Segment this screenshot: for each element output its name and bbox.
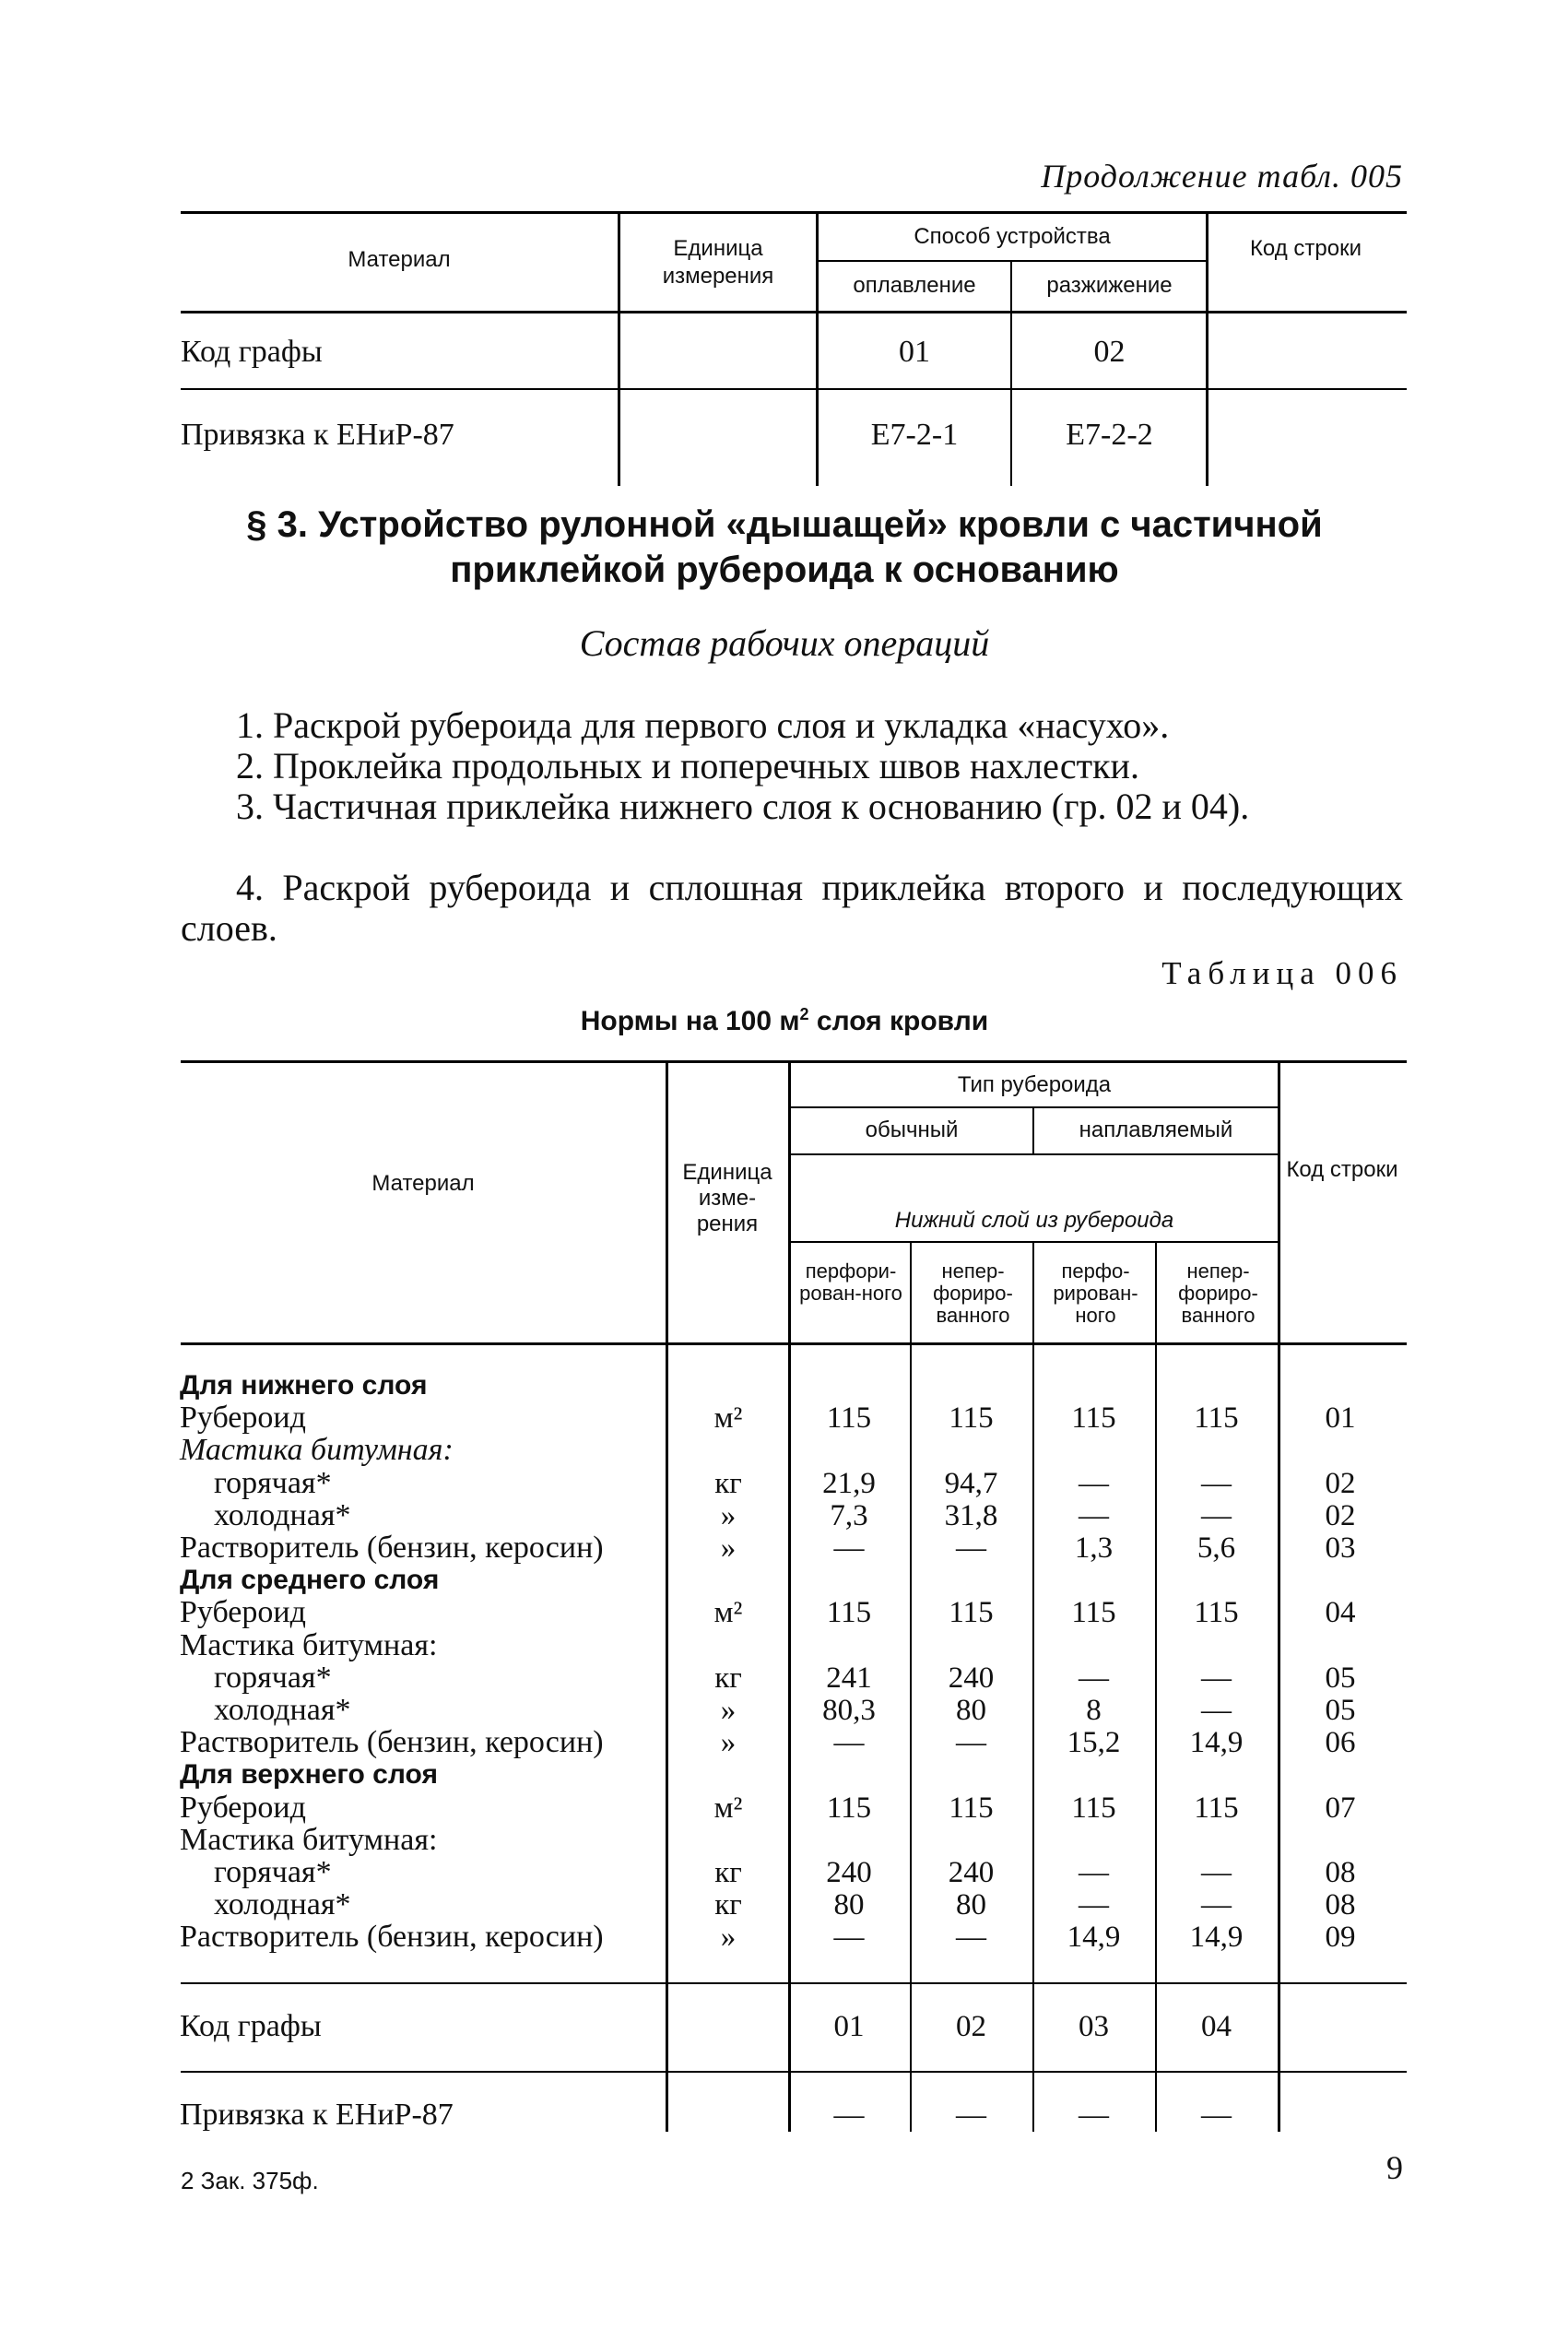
row-label: Мастика битумная: xyxy=(180,1628,438,1662)
cell: — xyxy=(1079,1499,1109,1532)
cell xyxy=(1155,1435,1278,1466)
cell: 1,3 xyxy=(1074,1531,1114,1565)
cell: 15,2 xyxy=(1067,1726,1121,1759)
cell xyxy=(1032,1630,1155,1661)
cell: 14,9 xyxy=(1189,1921,1244,1954)
cell: — xyxy=(956,2099,986,2132)
code-cell: 08 xyxy=(1325,1856,1356,1889)
row-label: Привязка к ЕНиР-87 xyxy=(180,2098,454,2132)
cell: 115 xyxy=(949,1791,994,1825)
row-label: Для нижнего слоя xyxy=(180,1370,428,1401)
cell: 240 xyxy=(826,1856,872,1889)
code-cell xyxy=(1278,1565,1403,1596)
cell: — xyxy=(1201,1499,1232,1532)
cell: — xyxy=(1201,1467,1232,1500)
cell: — xyxy=(1201,1694,1232,1727)
operations-heading: Состав рабочих операций xyxy=(579,622,990,664)
table-rule xyxy=(181,2071,1407,2073)
column-header-method: Способ устройства xyxy=(914,224,1111,249)
table-rule xyxy=(181,388,1407,390)
row-label: горячая* xyxy=(214,1661,332,1695)
list-item: 3. Частичная приклейка нижнего слоя к основанию (гр. 02 и 04). xyxy=(236,786,1250,827)
cell: — xyxy=(1079,1888,1109,1921)
cell: 01 xyxy=(833,2010,865,2043)
code-cell: 05 xyxy=(1325,1694,1356,1727)
unit-cell: м² xyxy=(713,1596,743,1629)
cell: 04 xyxy=(1201,2010,1232,2043)
cell xyxy=(910,1759,1032,1791)
row-label: Для верхнего слоя xyxy=(180,1759,438,1790)
table-rule xyxy=(181,1060,1407,1063)
row-label: Код графы xyxy=(181,335,323,369)
code-cell: 04 xyxy=(1325,1596,1356,1629)
cell xyxy=(788,1370,910,1401)
cell xyxy=(1032,1435,1155,1466)
cell: — xyxy=(833,1921,865,1954)
cell: 80 xyxy=(833,1888,865,1921)
unit-cell: кг xyxy=(714,1888,742,1921)
code-cell: 02 xyxy=(1325,1499,1356,1532)
row-label: Растворитель (бензин, керосин) xyxy=(180,1725,604,1759)
cell: 80 xyxy=(956,1888,986,1921)
unit-cell: » xyxy=(720,1694,737,1727)
cell xyxy=(1032,1759,1155,1791)
page-number: 9 xyxy=(1386,2149,1403,2186)
column-header-fused: наплавляемый xyxy=(1079,1117,1233,1142)
cell: 14,9 xyxy=(1189,1726,1244,1759)
cell: 7,3 xyxy=(830,1499,868,1532)
column-header-unit: Единица изме-рения xyxy=(682,1160,772,1236)
cell: — xyxy=(833,2099,865,2132)
code-cell: 02 xyxy=(1325,1467,1356,1500)
cell: 115 xyxy=(1071,1401,1116,1435)
cell: — xyxy=(956,1921,986,1954)
unit-cell: » xyxy=(720,1531,737,1565)
cell: 115 xyxy=(826,1596,872,1629)
table-rule xyxy=(181,1982,1407,1984)
code-cell: 07 xyxy=(1325,1791,1356,1825)
cell: — xyxy=(1201,2099,1232,2132)
cell xyxy=(788,1759,910,1791)
list-item: 4. Раскрой рубероида и сплошная приклейка второго и последующих слоев. xyxy=(181,867,1403,949)
column-header-ordinary: обычный xyxy=(865,1117,959,1142)
cell: — xyxy=(1079,1856,1109,1889)
row-label: холодная* xyxy=(214,1887,351,1921)
unit-cell xyxy=(668,1435,788,1466)
cell: 14,9 xyxy=(1067,1921,1121,1954)
cell xyxy=(1032,1370,1155,1401)
cell: 115 xyxy=(1071,1791,1116,1825)
cell xyxy=(910,1435,1032,1466)
cell: — xyxy=(833,1531,865,1565)
footer-note: 2 Зак. 375ф. xyxy=(181,2167,319,2194)
cell: — xyxy=(956,1531,986,1565)
cell xyxy=(1155,1759,1278,1791)
cell: Е7-2-2 xyxy=(1066,418,1153,452)
list-item: 2. Проклейка продольных и поперечных швов нахлестки. xyxy=(236,745,1139,786)
cell xyxy=(1155,1630,1278,1661)
cell xyxy=(788,1825,910,1856)
cell: 31,8 xyxy=(944,1499,998,1532)
unit-cell xyxy=(668,1759,788,1791)
cell: 240 xyxy=(948,1661,995,1695)
row-label: Мастика битумная: xyxy=(180,1433,454,1467)
cell: 115 xyxy=(1071,1596,1116,1629)
column-header-material: Материал xyxy=(371,1171,475,1196)
row-label: горячая* xyxy=(214,1855,332,1889)
list-item: 1. Раскрой рубероида для первого слоя и укладка «насухо». xyxy=(236,704,1170,746)
cell: — xyxy=(1079,1661,1109,1695)
unit-cell: кг xyxy=(714,1661,742,1695)
cell: — xyxy=(1201,1856,1232,1889)
table-rule xyxy=(819,260,1208,262)
cell xyxy=(910,1630,1032,1661)
cell: 240 xyxy=(948,1856,995,1889)
cell: 115 xyxy=(949,1401,994,1435)
table-rule xyxy=(181,211,1407,214)
row-label: Для среднего слоя xyxy=(180,1565,440,1595)
table-rule xyxy=(790,1153,1279,1155)
cell xyxy=(1155,1565,1278,1596)
table-rule xyxy=(181,311,1407,313)
code-cell xyxy=(1278,1630,1403,1661)
unit-cell: » xyxy=(720,1921,737,1954)
cell: 115 xyxy=(949,1596,994,1629)
table-rule xyxy=(1278,1060,1280,2132)
column-header-code: Код строки xyxy=(1286,1157,1398,1182)
row-label: Код графы xyxy=(180,2009,322,2043)
cell: 241 xyxy=(826,1661,872,1695)
column-header-code: Код строки xyxy=(1249,236,1362,261)
unit-cell: » xyxy=(720,1499,737,1532)
table-rule xyxy=(181,1342,1407,1345)
cell: 115 xyxy=(826,1791,872,1825)
unit-cell: » xyxy=(720,1726,737,1759)
column-header-sub: непер-форирo-ванного xyxy=(933,1259,1013,1327)
row-label: горячая* xyxy=(214,1466,332,1500)
cell: 94,7 xyxy=(944,1467,998,1500)
row-label: холодная* xyxy=(214,1498,351,1532)
column-header-thinning: разжижение xyxy=(1046,273,1173,298)
unit-cell xyxy=(668,1630,788,1661)
code-cell xyxy=(1278,1435,1403,1466)
cell xyxy=(910,1370,1032,1401)
cell: 02 xyxy=(956,2010,986,2043)
cell: 8 xyxy=(1086,1694,1102,1727)
cell: — xyxy=(956,1726,986,1759)
cell: 80,3 xyxy=(822,1694,876,1727)
cell: 115 xyxy=(826,1401,872,1435)
cell: 01 xyxy=(899,335,930,369)
column-header-sub: перфо-рирован-ного xyxy=(1053,1259,1138,1327)
code-cell: 09 xyxy=(1325,1921,1356,1954)
table-rule xyxy=(1010,260,1012,486)
row-label: Мастика битумная: xyxy=(180,1823,438,1857)
code-cell: 06 xyxy=(1325,1726,1356,1759)
cell: — xyxy=(1201,1888,1232,1921)
cell: 80 xyxy=(956,1694,986,1727)
code-cell: 01 xyxy=(1325,1401,1356,1435)
cell: — xyxy=(1201,1661,1232,1695)
cell: 115 xyxy=(1194,1791,1239,1825)
section-heading: § 3. Устройство рулонной «дышащей» кровли с частичной приклейкой рубероида к основанию xyxy=(246,504,1323,590)
cell xyxy=(910,1565,1032,1596)
unit-cell: кг xyxy=(714,1467,742,1500)
table-rule xyxy=(666,1060,668,2132)
row-label: Рубероид xyxy=(180,1595,306,1629)
code-cell: 08 xyxy=(1325,1888,1356,1921)
row-label: холодная* xyxy=(214,1693,351,1727)
continuation-title: Продолжение табл. 005 xyxy=(1041,158,1403,195)
cell: 03 xyxy=(1079,2010,1109,2043)
cell: 115 xyxy=(1194,1596,1239,1629)
table-rule xyxy=(790,1241,1279,1243)
unit-cell xyxy=(668,1370,788,1401)
column-header-unit: Единица измерения xyxy=(662,236,774,289)
cell: 115 xyxy=(1194,1401,1239,1435)
cell: — xyxy=(1079,2099,1109,2132)
cell xyxy=(788,1630,910,1661)
cell xyxy=(1032,1565,1155,1596)
unit-cell xyxy=(668,1825,788,1856)
column-header-sub: непер-форирo-ванного xyxy=(1178,1259,1258,1327)
cell xyxy=(1032,1825,1155,1856)
code-cell xyxy=(1278,1825,1403,1856)
row-label: Рубероид xyxy=(180,1791,306,1825)
table-rule xyxy=(790,1106,1279,1108)
unit-cell: м² xyxy=(713,1401,743,1435)
cell: 21,9 xyxy=(822,1467,876,1500)
code-cell xyxy=(1278,1370,1403,1401)
unit-cell xyxy=(668,1565,788,1596)
row-label: Рубероид xyxy=(180,1401,306,1435)
code-cell xyxy=(1278,1759,1403,1791)
table-label: Таблица 006 xyxy=(1161,955,1403,991)
cell: 02 xyxy=(1093,335,1126,369)
table-title: Нормы на 100 $м^2$ слоя кровли xyxy=(580,1005,989,1036)
cell xyxy=(910,1825,1032,1856)
code-cell: 05 xyxy=(1325,1661,1356,1695)
cell: Е7-2-1 xyxy=(870,418,959,452)
column-header-material: Материал xyxy=(348,247,451,272)
column-header-sub: перфори-рован-ного xyxy=(799,1259,902,1305)
row-label: Растворитель (бензин, керосин) xyxy=(180,1920,604,1954)
cell: — xyxy=(833,1726,865,1759)
cell xyxy=(1155,1825,1278,1856)
unit-cell: кг xyxy=(714,1856,742,1889)
column-header-type: Тип рубероида xyxy=(957,1072,1112,1097)
cell xyxy=(788,1435,910,1466)
code-cell: 03 xyxy=(1325,1531,1356,1565)
unit-cell: м² xyxy=(713,1791,743,1825)
row-label: Растворитель (бензин, керосин) xyxy=(180,1531,604,1565)
row-label: Привязка к ЕНиР-87 xyxy=(181,418,454,452)
cell: — xyxy=(1079,1467,1109,1500)
cell: 5,6 xyxy=(1197,1531,1236,1565)
cell xyxy=(788,1565,910,1596)
column-header-melting: оплавление xyxy=(853,273,976,298)
cell xyxy=(1155,1370,1278,1401)
column-header-lower-layer: Нижний слой из рубероида xyxy=(894,1208,1174,1233)
